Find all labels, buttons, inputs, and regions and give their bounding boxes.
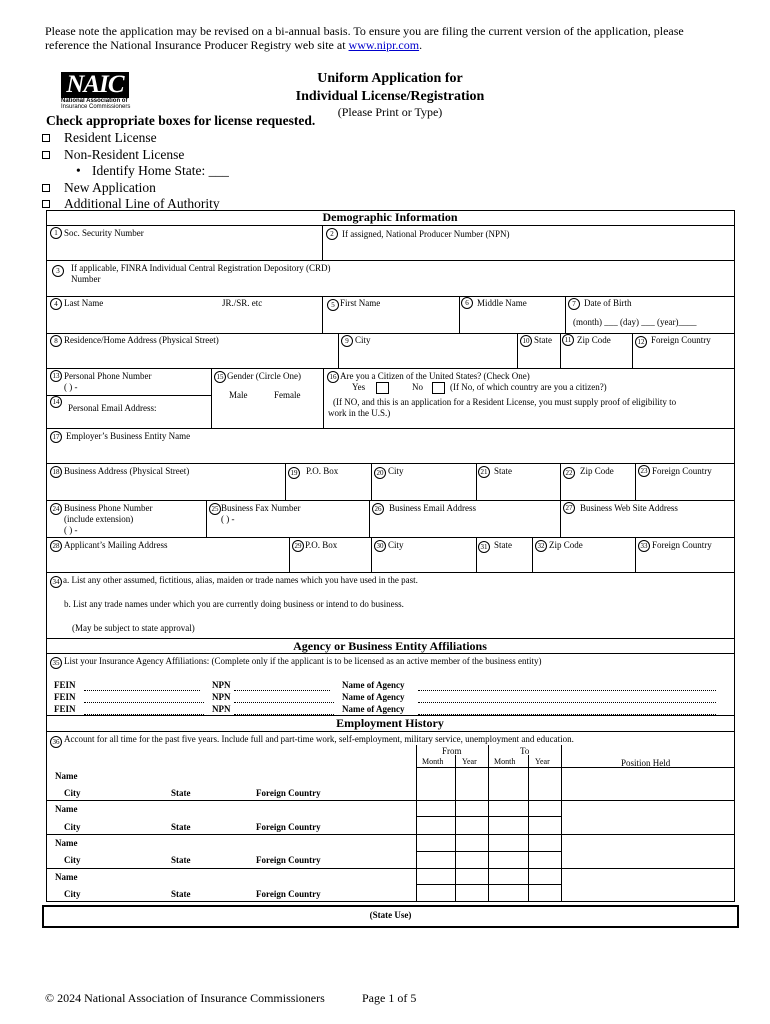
npn-line[interactable] [234,690,330,691]
from-year-label: Year [462,757,477,766]
gender-female[interactable]: Female [274,390,301,400]
biz-state-label: State [494,466,512,476]
agency-instructions: List your Insurance Agency Affiliations: (Complete only if the applicant is to be licensed as an active member of the business entity) [64,656,542,666]
personal-phone-format[interactable]: ( ) - [64,382,78,392]
title-line2: Individual License/Registration [295,89,485,104]
emp-name-label: Name [55,872,78,882]
nonresident-label: Non-Resident License [64,146,185,162]
field-number: 34 [50,576,62,588]
mail-city-label: City [388,540,404,550]
emp-city-label: City [64,889,81,899]
field-number: 7 [568,298,580,310]
agency-title: Agency or Business Entity Affiliations [293,639,487,653]
emp-foreign-label: Foreign Country [256,788,321,798]
print-or-type: (Please Print or Type) [337,105,443,119]
other-names-b: b. List any trade names under which you are currently doing business or intend to do business. [64,599,404,609]
mail-foreign-label: Foreign Country [652,540,712,550]
agency-name-line[interactable] [418,690,716,691]
field-number: 14 [50,396,62,408]
residence-zip-label: Zip Code [577,335,611,345]
citizen-no-checkbox[interactable] [432,382,445,394]
field-number: 17 [50,431,62,443]
nipr-link[interactable]: www.nipr.com [348,38,420,52]
emp-state-label: State [171,788,191,798]
npn-line[interactable] [234,702,334,703]
first-name-label: First Name [340,298,381,308]
position-held-label: Position Held [621,758,671,768]
form-title [240,70,540,106]
additional-loa-label: Additional Line of Authority [64,196,220,210]
biz-web-label: Business Web Site Address [580,503,678,513]
field-number: 4 [50,298,62,310]
biz-phone-label: Business Phone Number [64,503,153,513]
field-number: 26 [372,503,384,515]
employment-instructions: Account for all time for the past five years. Include full and part-time work, self-employment, military service, unemployment and education. [64,734,574,744]
field-number: 11 [562,334,574,346]
field-number: 18 [50,466,62,478]
proof-note-2: work in the U.S.) [328,408,391,418]
emp-city-label: City [64,855,81,865]
employment-title: Employment History [336,716,444,730]
notice [45,24,745,52]
crd-label: If applicable, FINRA Individual Central Registration Depository (CRD) Number [71,263,331,284]
mail-zip-label: Zip Code [549,540,583,550]
field-number: 31 [478,541,490,553]
ssn-label: Soc. Security Number [64,228,144,238]
resident-label: Resident License [64,130,157,145]
field-number: 22 [563,467,575,479]
fein-line[interactable] [84,690,200,691]
agency-name-labels: Name of Agency Name of Agency Name of Agency [342,680,405,714]
field-number: 25 [209,503,221,515]
field-number: 5 [327,299,339,311]
title-line1: Uniform Application for [317,71,463,86]
to-year-label: Year [535,757,550,766]
logo-mark: NAIC [61,72,129,98]
field-number: 9 [341,335,353,347]
field-number: 19 [288,467,300,479]
dob-format[interactable]: (month) ___ (day) ___ (year)____ [573,317,697,327]
home-state-label[interactable]: Identify Home State: ___ [92,163,229,178]
biz-zip-label: Zip Code [580,466,614,476]
state-use-label: (State Use) [369,910,412,920]
footer-page: Page 1 of 5 [362,991,417,1005]
mailing-label: Applicant’s Mailing Address [64,540,168,550]
field-number: 1 [50,227,62,239]
field-number: 21 [478,466,490,478]
license-heading: Check appropriate boxes for license requested. [46,113,316,128]
agency-name-line[interactable] [418,702,716,703]
biz-fax-format[interactable]: ( ) - [221,514,235,524]
new-application-checkbox[interactable] [42,184,50,192]
notice-line1: Please note the application may be revised on a bi-annual basis. To ensure you are filing the current version of the application, please [45,24,684,38]
emp-state-label: State [171,889,191,899]
fein-line[interactable] [84,702,204,703]
field-number: 8 [50,335,62,347]
mail-pobox-label: P.O. Box [305,540,338,550]
emp-state-label: State [171,822,191,832]
field-number: 15 [214,371,226,383]
demographic-title: Demographic Information [322,210,458,224]
to-month-label: Month [494,757,516,766]
emp-state-label: State [171,855,191,865]
last-name-label: Last Name [64,298,104,308]
citizen-question: Are you a Citizen of the United States? (Check One) [340,371,530,381]
field-number: 29 [292,540,304,552]
mail-state-label: State [494,540,512,550]
field-number: 2 [326,228,338,240]
biz-phone-format[interactable]: ( ) - [64,525,78,535]
field-number: 27 [563,502,575,514]
field-number: 20 [374,467,386,479]
citizen-yes-label: Yes [352,382,366,392]
field-number: 36 [50,736,62,748]
biz-address-label: Business Address (Physical Street) [64,466,190,476]
employer-label: Employer’s Business Entity Name [66,431,191,441]
residence-label: Residence/Home Address (Physical Street) [64,335,219,345]
field-number: 12 [635,336,647,348]
additional-loa-checkbox[interactable] [42,200,50,208]
other-names-c: (May be subject to state approval) [72,623,195,633]
footer-copyright: © 2024 National Association of Insurance Commissioners [45,991,325,1005]
gender-label: Gender (Circle One) [227,371,301,381]
field-number: 33 [638,540,650,552]
field-number: 10 [520,335,532,347]
nonresident-checkbox[interactable] [42,151,50,159]
residence-state-label: State [534,335,552,345]
fein-labels: FEIN FEIN FEIN [54,680,76,714]
citizen-yes-checkbox[interactable] [376,382,389,394]
from-label: From [442,746,462,756]
bullet: • [76,163,81,178]
emp-name-label: Name [55,771,78,781]
npn-labels: NPN NPN NPN [212,680,231,714]
emp-foreign-label: Foreign Country [256,822,321,832]
citizen-no-label: No [412,382,423,392]
emp-foreign-label: Foreign Country [256,889,321,899]
emp-city-label: City [64,788,81,798]
biz-foreign-label: Foreign Country [652,466,712,476]
proof-note-1: (If NO, and this is an application for a Resident License, you must supply proof of eligibility to [333,397,677,407]
emp-name-label: Name [55,838,78,848]
field-number: 16 [327,371,339,383]
resident-checkbox[interactable] [42,134,50,142]
other-names-a: a. List any other assumed, fictitious, alias, maiden or trade names which you have used in the past. [63,575,418,585]
new-application-label: New Application [64,179,156,195]
biz-email-label: Business Email Address [389,503,476,513]
to-label: To [520,746,530,756]
dob-label: Date of Birth [584,298,632,308]
emp-city-label: City [64,822,81,832]
notice-line2: reference the National Insurance Producer Registry web site at www.nipr.com. [45,38,423,52]
field-number: 28 [50,540,62,552]
residence-foreign-label: Foreign Country [651,335,711,345]
biz-fax-label: Business Fax Number [221,503,301,513]
biz-phone-ext-label: (include extension) [64,514,134,524]
logo-sub1: National Association of [61,98,128,104]
gender-male[interactable]: Male [229,390,248,400]
middle-name-label: Middle Name [477,298,527,308]
field-number: 24 [50,503,62,515]
naic-logo [61,72,133,110]
personal-email-label: Personal Email Address: [68,403,157,413]
field-number: 13 [50,370,62,382]
field-number: 30 [374,540,386,552]
field-number: 6 [461,297,473,309]
field-number: 3 [52,265,64,277]
field-number: 23 [638,465,650,477]
biz-pobox-label: P.O. Box [306,466,339,476]
from-month-label: Month [422,757,444,766]
npn-label: If assigned, National Producer Number (NPN) [342,229,510,239]
citizen-country-label: (If No, of which country are you a citizen?) [450,382,607,392]
field-number: 32 [535,540,547,552]
license-options [42,130,229,210]
residence-city-label: City [355,335,371,345]
emp-name-label: Name [55,804,78,814]
logo-sub2: Insurance Commissioners [61,104,131,110]
emp-foreign-label: Foreign Country [256,855,321,865]
biz-city-label: City [388,466,404,476]
personal-phone-label: Personal Phone Number [64,371,152,381]
field-number: 35 [50,657,62,669]
jr-sr-label: JR./SR. etc [222,298,263,308]
